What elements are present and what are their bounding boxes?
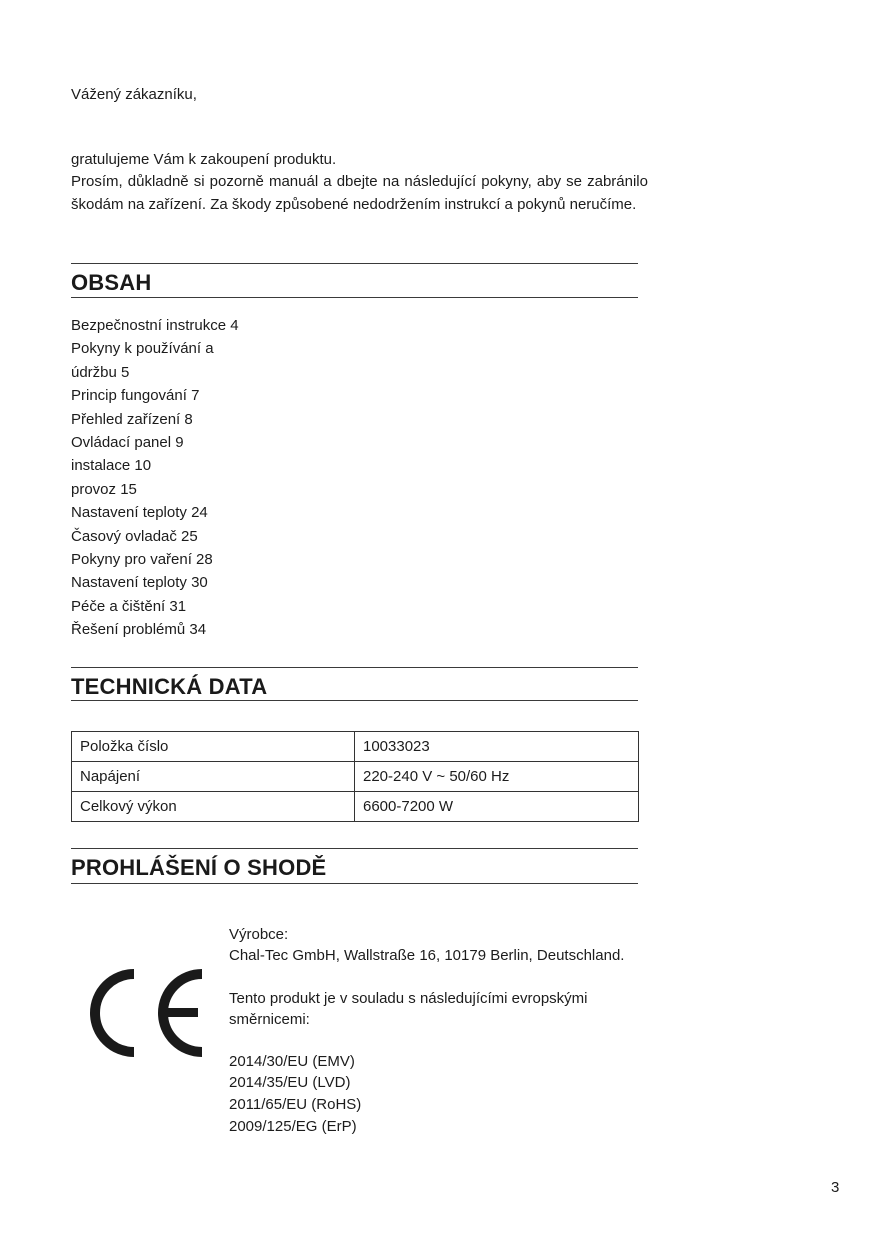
conformity-statement-cont: směrnicemi: [229,1011,310,1028]
technical-data-table [71,731,639,822]
table-cell-label: Položka číslo [72,732,355,762]
directive-item: 2009/125/EG (ErP) [229,1118,357,1135]
toc-item: Bezpečnostní instrukce 4 [71,317,239,334]
toc-item: Ovládací panel 9 [71,434,184,452]
manufacturer-label: Výrobce: [229,926,289,943]
conformity-statement: Tento produkt je v souladu s následujícími evropskými [229,990,588,1007]
toc-item: instalace 10 [71,457,152,475]
ce-mark-icon [84,968,208,1058]
greeting: Vážený zákazníku, [71,86,197,103]
toc-item: údržbu 5 [71,363,130,381]
manufacturer-address: Chal-Tec GmbH, Wallstraße 16, 10179 Berlin, Deutschland. [229,947,625,964]
divider [71,667,638,668]
table-row [72,732,639,762]
table-cell-value: 220-240 V ~ 50/60 Hz [355,762,639,792]
toc-item: Pokyny pro vaření 28 [71,551,213,569]
directive-item: 2014/35/EU (LVD) [229,1074,351,1091]
divider [71,263,638,264]
table-of-contents [71,314,239,642]
toc-item: Řešení problémů 34 [71,621,207,639]
toc-item: Nastavení teploty 24 [71,504,208,522]
table-cell-label: Celkový výkon [72,792,355,822]
table-cell-value: 10033023 [355,732,639,762]
table-row [72,762,639,792]
intro-line: gratulujeme Vám k zakoupení produktu. [71,151,337,168]
toc-item: Pokyny k používání a [71,340,214,358]
divider [71,297,638,298]
toc-item: Princip fungování 7 [71,387,200,405]
table-cell-value: 6600-7200 W [355,792,639,822]
divider [71,848,638,849]
table-cell-label: Napájení [72,762,355,792]
toc-heading: OBSAH [71,270,152,295]
conformity-heading: PROHLÁŠENÍ O SHODĚ [71,855,327,880]
intro-paragraph: Prosím, důkladně si pozorně manuál a dbejte na následující pokyny, aby se zabránilo škodám na zařízení. Za škody způsobené nedodržením instrukcí a pokynů neručíme. [71,173,648,213]
divider [71,883,638,884]
toc-item: Nastavení teploty 30 [71,574,208,592]
toc-item: provoz 15 [71,480,137,498]
page-number: 3 [831,1179,840,1196]
toc-item: Časový ovladač 25 [71,527,198,545]
toc-item: Přehled zařízení 8 [71,410,193,428]
directive-item: 2014/30/EU (EMV) [229,1053,355,1070]
divider [71,700,638,701]
technical-data-heading: TECHNICKÁ DATA [71,674,268,699]
toc-item: Péče a čištění 31 [71,597,187,615]
directive-item: 2011/65/EU (RoHS) [229,1096,362,1113]
table-row [72,792,639,822]
